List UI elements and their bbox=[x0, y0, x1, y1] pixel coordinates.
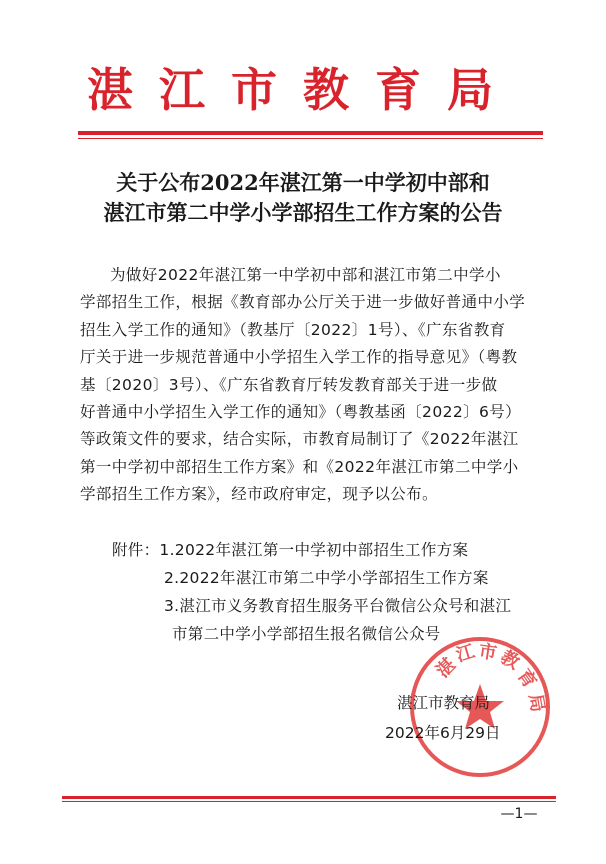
svg-text:教: 教 bbox=[496, 646, 523, 674]
attachment-item-1 bbox=[112, 536, 572, 564]
svg-text:局: 局 bbox=[524, 692, 549, 714]
body-line: 学部招生工作方案》，经市政府审定，现予以公布。 bbox=[80, 485, 438, 504]
svg-text:市: 市 bbox=[477, 640, 499, 665]
svg-text:育: 育 bbox=[512, 665, 541, 693]
masthead-title: 湛江市教育局 bbox=[87, 63, 519, 117]
footer-rule-thin bbox=[62, 801, 556, 802]
signoff-block bbox=[385, 688, 555, 748]
body-line: 好普通中小学招生入学工作的通知》（粤教基函〔2022〕6号） bbox=[80, 403, 522, 422]
body-line: 为做好2022年湛江第一中学初中部和湛江市第二中学小 bbox=[110, 266, 501, 284]
document-title bbox=[40, 168, 566, 228]
svg-text:江: 江 bbox=[453, 641, 478, 667]
masthead-rule-thin bbox=[78, 138, 543, 139]
body-line: 等政策文件的要求，结合实际，市教育局制订了《2022年湛江 bbox=[80, 430, 519, 449]
footer-rule-thick bbox=[62, 796, 556, 799]
attachment-item-2: 2.2022年湛江市第二中学小学部招生工作方案 bbox=[164, 569, 489, 587]
title-line-1: 关于公布2022年湛江第一中学初中部和 bbox=[116, 170, 490, 195]
body-line: 第一中学初中部招生工作方案》和《2022年湛江市第二中学小 bbox=[80, 457, 519, 476]
body-line: 基〔2020〕3号）、《广东省教育厅转发教育部关于进一步做 bbox=[80, 375, 498, 394]
body-line: 学部招生工作，根据《教育部办公厅关于进一步做好普通中小学 bbox=[80, 293, 526, 312]
svg-text:湛: 湛 bbox=[432, 654, 460, 682]
title-line-2: 湛江市第二中学小学部招生工作方案的公告 bbox=[103, 200, 503, 225]
attachments-label: 附件： bbox=[112, 541, 160, 559]
page-number: —1— bbox=[500, 806, 538, 822]
attachment-text: 1.2022年湛江第一中学初中部招生工作方案 bbox=[159, 541, 469, 559]
attachment-item-3-cont: 市第二中学小学部招生报名微信公众号 bbox=[172, 625, 441, 643]
body-paragraph bbox=[80, 262, 555, 509]
masthead-rule-thick bbox=[78, 131, 543, 135]
body-line: 招生入学工作的通知》（教基厅〔2022〕1号）、《广东省教育 bbox=[80, 320, 506, 339]
attachment-item-3: 3.湛江市义务教育招生服务平台微信公众号和湛江 bbox=[164, 597, 512, 615]
body-line: 厅关于进一步规范普通中小学招生入学工作的指导意见》（粤教 bbox=[80, 348, 518, 367]
signoff-organization: 湛江市教育局 bbox=[397, 694, 491, 712]
signoff-date: 2022年6月29日 bbox=[385, 724, 501, 742]
